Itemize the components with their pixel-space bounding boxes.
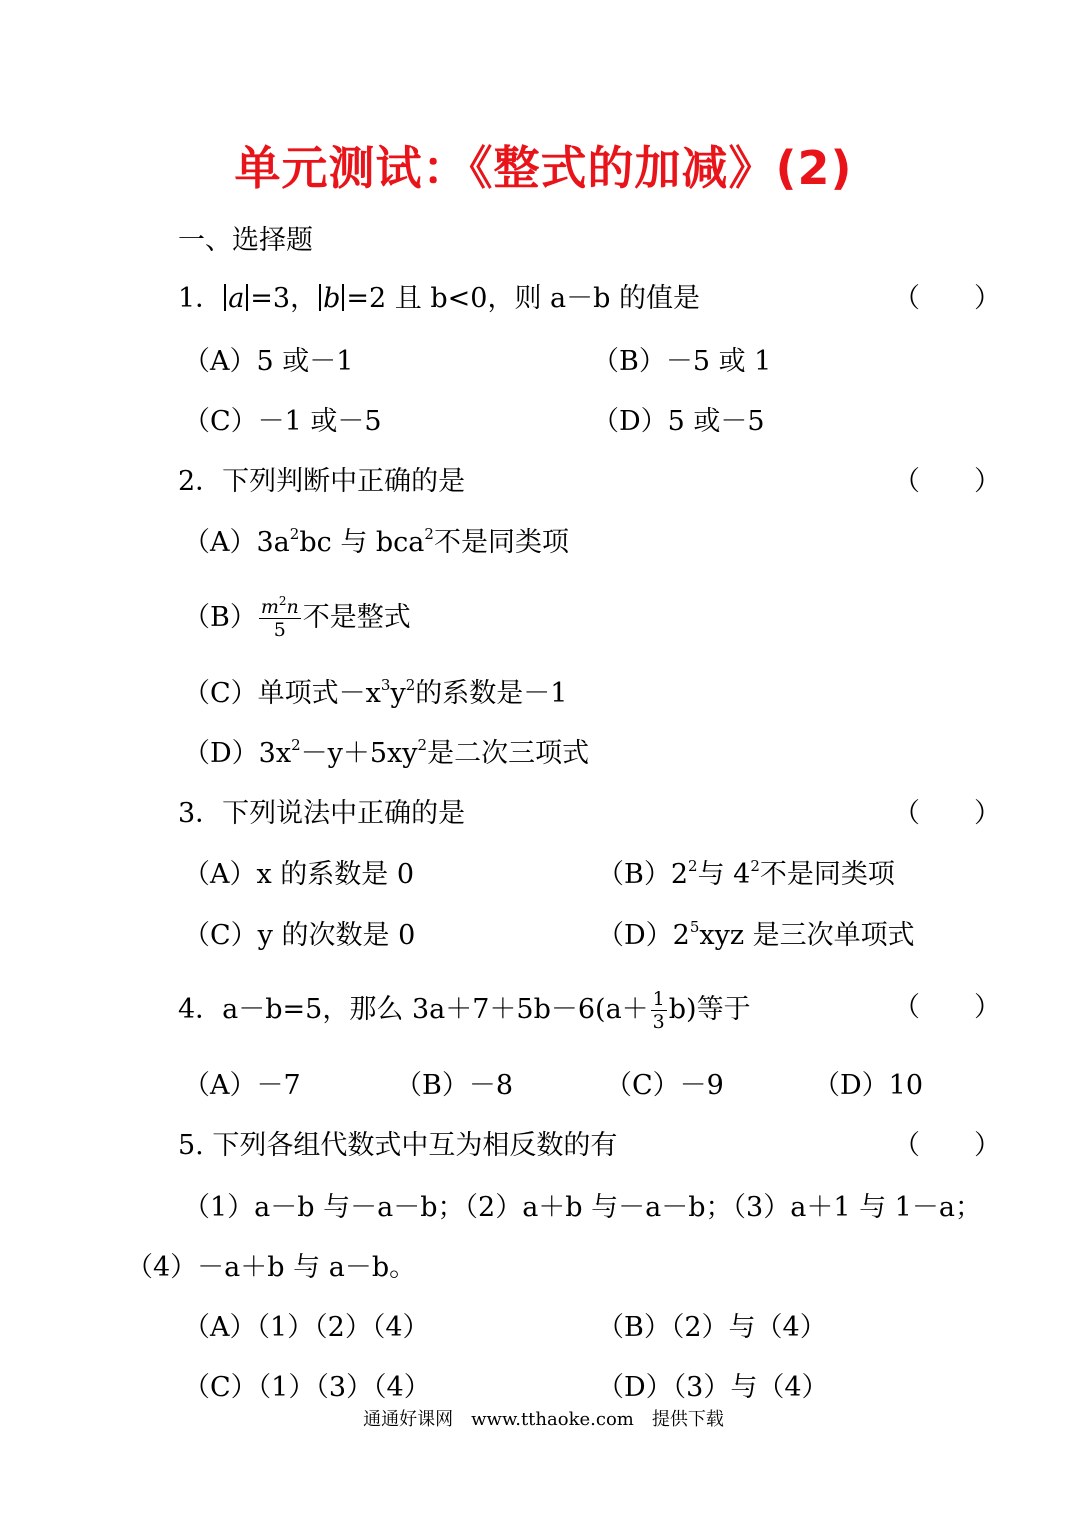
q5-items-line-2: （4）－a＋b 与 a－b。 [126, 1252, 417, 1283]
q3-option-a: （A）x 的系数是 0 [183, 859, 415, 890]
answer-paren-1: （ ） [893, 283, 1001, 314]
answer-paren-3: （ ） [893, 798, 1001, 829]
q5-items-line-1: （1）a－b 与－a－b；（2）a＋b 与－a－b；（3）a＋1 与 1－a； [183, 1192, 982, 1223]
q5-option-c: （C）（1）（3）（4） [183, 1372, 431, 1403]
page-footer: 通通好课网 www.tthaoke.com 提供下载 [363, 1409, 724, 1430]
answer-paren-2: （ ） [893, 466, 1001, 497]
question-4-stem: 4．a－b=5，那么 3a＋7＋5b－6(a＋ $\frac{1}{3}$ b)等于 [178, 988, 751, 1033]
answer-paren-4: （ ） [893, 992, 1001, 1023]
question-1-stem: 1． a =3， b =2 且 b<0，则 a－b 的值是 [178, 283, 701, 314]
q4-option-b: （B）－8 [395, 1070, 514, 1101]
q1-option-a: （A）5 或－1 [183, 346, 354, 377]
q3-option-d: $(D)2^5xyz$ 是三次单项式 [597, 918, 915, 951]
q1-option-d: （D）5 或－5 [592, 406, 765, 437]
q5-option-a: （A）（1）（2）（4） [183, 1312, 430, 1343]
answer-paren-5: （ ） [893, 1130, 1001, 1161]
question-2-stem: 2．下列判断中正确的是 [178, 466, 466, 497]
q4-option-d: （D）10 [813, 1070, 924, 1101]
q2-option-c: （C）单项式$-x^3y^2$的系数是－1 [183, 676, 568, 709]
q1-option-c: （C）－1 或－5 [183, 406, 382, 437]
q5-option-b: （B）（2）与（4） [597, 1312, 827, 1343]
page-title: 单元测试：《整式的加减》(2) [234, 141, 853, 195]
question-5-stem: 5. 下列各组代数式中互为相反数的有 [178, 1130, 618, 1161]
q3-option-c: （C）y 的次数是 0 [183, 920, 416, 951]
q2-option-a: $(A)3a^2bc$ 与 bca$^2$不是同类项 [183, 525, 569, 558]
q1-option-b: （B）－5 或 1 [592, 346, 772, 377]
q2-option-b: （B） $\frac{m^2n}{5}$ 不是整式 [183, 594, 411, 641]
q4-option-a: （A）－7 [183, 1070, 301, 1101]
fraction: $\frac{m^2n}{5}$ [260, 594, 299, 641]
q4-option-c: （C）－9 [605, 1070, 724, 1101]
question-3-stem: 3．下列说法中正确的是 [178, 798, 466, 829]
q3-option-b: $(B)2^2$与 $4^2$不是同类项 [597, 857, 895, 890]
section-heading: 一、选择题 [178, 225, 313, 256]
q5-option-d: （D）（3）与（4） [597, 1372, 829, 1403]
fraction: $\frac{1}{3}$ [652, 988, 665, 1033]
q2-option-d: $(D)3x^2-y+5xy^2$是二次三项式 [183, 736, 590, 769]
